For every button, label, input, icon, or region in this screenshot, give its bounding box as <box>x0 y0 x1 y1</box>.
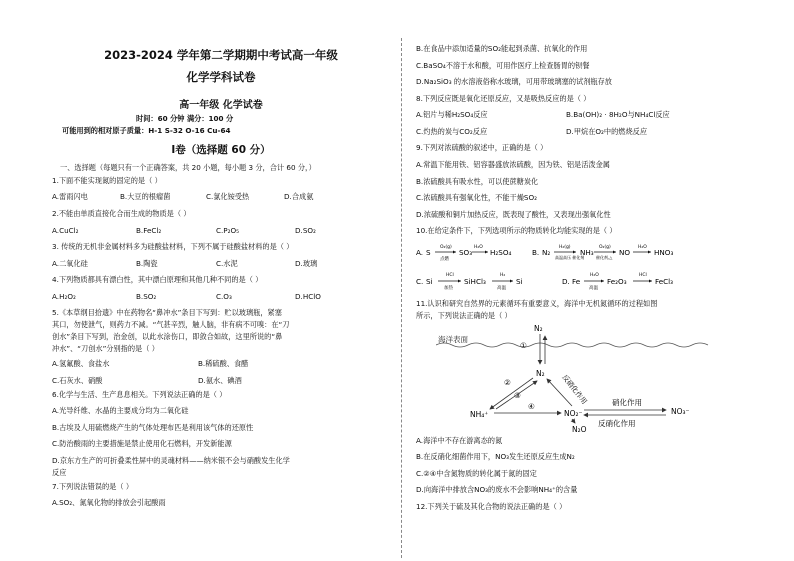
n2o-label: N₂O <box>572 425 587 432</box>
step2-label: ② <box>504 378 511 387</box>
q1-option-c[interactable]: C.氯化铵受热 <box>206 192 250 201</box>
q10-b-s3: NO <box>619 248 631 257</box>
instructions: 一、选择题（每题只有一个正确答案，共 20 小题，每小题 3 分，合计 60 分，） <box>60 163 316 172</box>
nh4-label: NH₄⁺ <box>470 410 489 419</box>
q10-c-c2: 高温 <box>497 286 506 291</box>
q10-b-c1: 高温高压 催化剂 <box>555 255 585 260</box>
q10-b-arrowhead3 <box>648 251 651 254</box>
q11-option-d[interactable]: D.向海洋中排放含NO₃的废水不会影响NH₄⁺的含量 <box>416 485 578 494</box>
q10-a-arrowhead2 <box>485 251 488 254</box>
q5-stem-line4: 冲水”、“刀创水”分别指的是（ ） <box>52 344 159 353</box>
q2-option-c[interactable]: C.P₂O₅ <box>216 226 240 235</box>
no2-label: NO₂⁻ <box>564 409 583 418</box>
q5-option-a[interactable]: A.氢氟酸、食盐水 <box>52 359 110 368</box>
q5-option-b[interactable]: B.稀硫酸、食醋 <box>198 359 249 368</box>
q7-stem: 7.下列说法错误的是（ ） <box>52 482 134 491</box>
q7-option-d[interactable]: D.Na₂SiO₃ 的水溶液俗称水玻璃，可用带玻璃塞的试剂瓶存放 <box>416 77 612 86</box>
q10-b-r2: O₂(g) <box>599 245 611 250</box>
q10-a-arrowhead1 <box>453 251 456 254</box>
q6-option-c[interactable]: C.防治酸雨的主要措施是禁止使用化石燃料，开发新能源 <box>52 439 232 448</box>
q6-option-a[interactable]: A.光导纤维、水晶的主要成分均为二氧化硅 <box>52 406 189 415</box>
q3-option-a[interactable]: A.二氧化硅 <box>52 259 88 268</box>
q11-stem-line2: 所示，下列说法正确的是（ ） <box>416 311 512 320</box>
q10-a-s3: H₂SO₄ <box>490 248 512 257</box>
q10-option-b[interactable] <box>532 244 673 260</box>
q9-option-a[interactable]: A.常温下能用铁、铝容器盛放浓硫酸，因为铁、铝是活泼金属 <box>416 160 610 169</box>
q5-stem-line3: 创水”条目下写到，治金创，以此水涂伤口，即敛合如故，这里所说的“鼻 <box>52 332 283 341</box>
no3-label: NO₃⁻ <box>671 407 690 416</box>
q10-c-arrowhead1 <box>458 280 461 283</box>
arrow-step2 <box>490 378 533 409</box>
q10-option-a[interactable] <box>416 244 512 262</box>
q10-d-c1: 高温 <box>589 286 598 291</box>
q12-stem: 12.下列关于硫及其化合物的说法正确的是（ ） <box>416 502 567 511</box>
q10-b-s2: NH₃ <box>580 248 594 257</box>
denitrification2-label: 反硝化作用 <box>598 419 636 428</box>
q11-option-c[interactable]: C.②④中含氮物质的转化属于氮的固定 <box>416 469 537 478</box>
exam-title-line1: 2023-2024 学年第二学期期中考试高一年级 <box>104 48 338 62</box>
q1-option-d[interactable]: D.合成氨 <box>284 192 314 201</box>
q10-options-graphic <box>416 238 768 296</box>
q3-option-b[interactable]: B.陶瓷 <box>136 259 158 268</box>
q8-option-a[interactable]: A.铝片与稀H₂SO₄反应 <box>416 110 488 119</box>
q3-stem: 3. 传统的无机非金属材料多为硅酸盐材料，下列不属于硅酸盐材料的是（ ） <box>52 242 294 251</box>
q10-d-label: D. <box>562 277 570 286</box>
step3-label: ③ <box>514 391 521 400</box>
step1-label: ① <box>520 341 527 350</box>
q10-b-r1: H₂(g) <box>559 245 571 250</box>
q10-b-r3: H₂O <box>638 245 647 250</box>
q10-a-s1: S <box>426 248 431 257</box>
q10-option-d[interactable] <box>562 272 673 291</box>
q10-a-label: A. <box>416 248 424 257</box>
n2-top-label: N₂ <box>534 324 543 333</box>
q10-c-label: C. <box>416 277 424 286</box>
q10-c-c1: 加热 <box>444 286 453 291</box>
q6-stem: 6.化学与生活、生产息息相关。下列说法正确的是（ ） <box>52 390 227 399</box>
column-divider <box>401 38 402 558</box>
q3-option-d[interactable]: D.玻璃 <box>295 259 318 268</box>
q1-option-a[interactable]: A.雷雨闪电 <box>52 192 88 201</box>
q11-stem-line1: 11.认识和研究自然界的元素循环有重要意义，海洋中无机氮循环的过程如图 <box>416 299 658 308</box>
q5-stem-line2: 其口，勿使泄气，则药力不减。“气甚辛烈，触人脑，非有病不可嗅：在“刀 <box>52 320 290 329</box>
q2-option-d[interactable]: D.SO₂ <box>295 226 316 235</box>
q10-c-arrowhead2 <box>510 280 513 283</box>
denitrification-label: 反硝化作用 <box>560 373 589 406</box>
q10-d-s2: Fe₂O₃ <box>607 277 627 286</box>
q7-option-a[interactable]: A.SO₂、氮氧化物的排放会引起酸雨 <box>52 498 166 507</box>
q2-stem: 2.不能由单质直接化合而生成的物质是（ ） <box>52 209 191 218</box>
q7-option-b[interactable]: B.在食品中添加适量的SO₂能起到杀菌、抗氧化的作用 <box>416 44 588 53</box>
q6-option-d-line2[interactable]: 反应 <box>52 468 67 477</box>
q10-d-arrowhead1 <box>601 280 604 283</box>
q4-option-a[interactable]: A.H₂O₂ <box>52 292 76 301</box>
arrow-to-n2o <box>572 419 575 423</box>
q10-option-c[interactable] <box>416 272 523 291</box>
q11-option-a[interactable]: A.海洋中不存在游离态的氮 <box>416 436 503 445</box>
step4-label: ④ <box>528 402 535 411</box>
q10-a-c1: 点燃 <box>440 257 449 262</box>
q4-option-d[interactable]: D.HClO <box>295 292 321 301</box>
q6-option-b[interactable]: B.古埃及人用硫燃烧产生的气体处理布匹是利用该气体的还原性 <box>52 423 254 432</box>
nitrogen-cycle-diagram <box>436 322 711 432</box>
q10-c-s3: Si <box>516 277 523 286</box>
q10-d-s3: FeCl₃ <box>655 277 674 286</box>
q8-option-c[interactable]: C.灼热的炭与CO₂反应 <box>416 127 488 136</box>
q1-option-b[interactable]: B.大豆的根瘤菌 <box>120 192 171 201</box>
q10-c-s1: Si <box>426 277 433 286</box>
sea-surface-line <box>436 343 708 347</box>
q1-stem: 1.下面不能实现氮的固定的是（ ） <box>52 176 162 185</box>
time-score: 时间：60 分钟 满分：100 分 <box>136 114 234 123</box>
q8-option-b[interactable]: B.Ba(OH)₂ · 8H₂O与NH₄Cl反应 <box>566 110 670 119</box>
exam-title-line2: 化学学科试卷 <box>186 70 256 84</box>
n2-mid-label: N₂ <box>536 369 545 378</box>
q10-d-r2: HCl <box>639 273 647 278</box>
q4-option-b[interactable]: B.SO₂ <box>136 292 157 301</box>
q7-option-c[interactable]: C.BaSO₄不溶于水和酸，可用作医疗上检查肠胃的钡餐 <box>416 61 590 70</box>
q4-option-c[interactable]: C.O₃ <box>216 292 232 301</box>
q10-a-s2: SO₃ <box>459 248 473 257</box>
q11-option-b[interactable]: B.在反硝化细菌作用下，NO₃发生还原反应生成N₂ <box>416 452 575 461</box>
sea-surface-label: 海洋表面 <box>438 335 468 344</box>
q4-stem: 4.下列物质都具有漂白性，其中漂白原理和其他几种不同的是（ ） <box>52 275 263 284</box>
q8-option-d[interactable]: D.甲烷在O₂中的燃烧反应 <box>566 127 648 136</box>
q9-option-c[interactable]: C.浓硫酸具有强氧化性，不能干燥SO₂ <box>416 193 538 202</box>
q9-option-b[interactable]: B.浓硫酸具有吸水性，可以使蔗糖炭化 <box>416 177 539 186</box>
q10-a-r1: O₂(g) <box>440 245 452 250</box>
q5-option-c[interactable]: C.石灰水、硝酸 <box>52 376 103 385</box>
q5-stem-line1: 5.《本草纲目拾遗》中在药物名“鼻冲水”条目下写到：贮以玻璃瓶，紧塞 <box>52 308 282 317</box>
q10-b-arrowhead1 <box>573 251 576 254</box>
q10-a-r2: H₂O <box>474 245 483 250</box>
q10-stem: 10.在给定条件下，下列选项所示的物质转化均能实现的是（ ） <box>416 226 617 235</box>
q10-c-r2: H₂ <box>500 273 506 278</box>
atomic-masses: 可能用到的相对原子质量：H-1 S-32 O-16 Cu-64 <box>62 126 231 135</box>
exam-subtitle: 高一年级 化学试卷 <box>179 100 263 111</box>
nitrification-label: 硝化作用 <box>612 398 642 407</box>
q2-option-a[interactable]: A.CuCl₂ <box>52 226 79 235</box>
q10-b-label: B. <box>532 248 540 257</box>
q10-b-arrowhead2 <box>613 251 616 254</box>
q10-d-r1: H₂O <box>590 273 599 278</box>
q10-c-r1: HCl <box>446 273 454 278</box>
section-title: Ⅰ卷（选择题 60 分） <box>171 144 271 156</box>
q9-option-d[interactable]: D.浓硫酸和铜片加热反应，既表现了酸性，又表现出强氧化性 <box>416 210 611 219</box>
q2-option-b[interactable]: B.FeCl₂ <box>136 226 162 235</box>
q5-option-d[interactable]: D.氨水、碘酒 <box>198 376 242 385</box>
q10-d-s1: Fe <box>572 277 581 286</box>
q10-b-s4: HNO₃ <box>654 248 674 257</box>
q10-c-s2: SiHCl₃ <box>464 277 486 286</box>
q8-stem: 8.下列反应既是氧化还原反应，又是吸热反应的是（ ） <box>416 94 591 103</box>
q10-b-s1: N₂ <box>542 248 551 257</box>
q3-option-c[interactable]: C.水泥 <box>216 259 238 268</box>
q9-stem: 9.下列对浓硫酸的叙述中，正确的是（ ） <box>416 143 548 152</box>
q6-option-d-line1[interactable]: D.京东方生产的可折叠柔性屏中的灵魂材料——纳米银不会与硝酸发生化学 <box>52 456 290 465</box>
q10-b-c2: 催化剂,△ <box>596 255 613 260</box>
q10-d-arrowhead2 <box>649 280 652 283</box>
